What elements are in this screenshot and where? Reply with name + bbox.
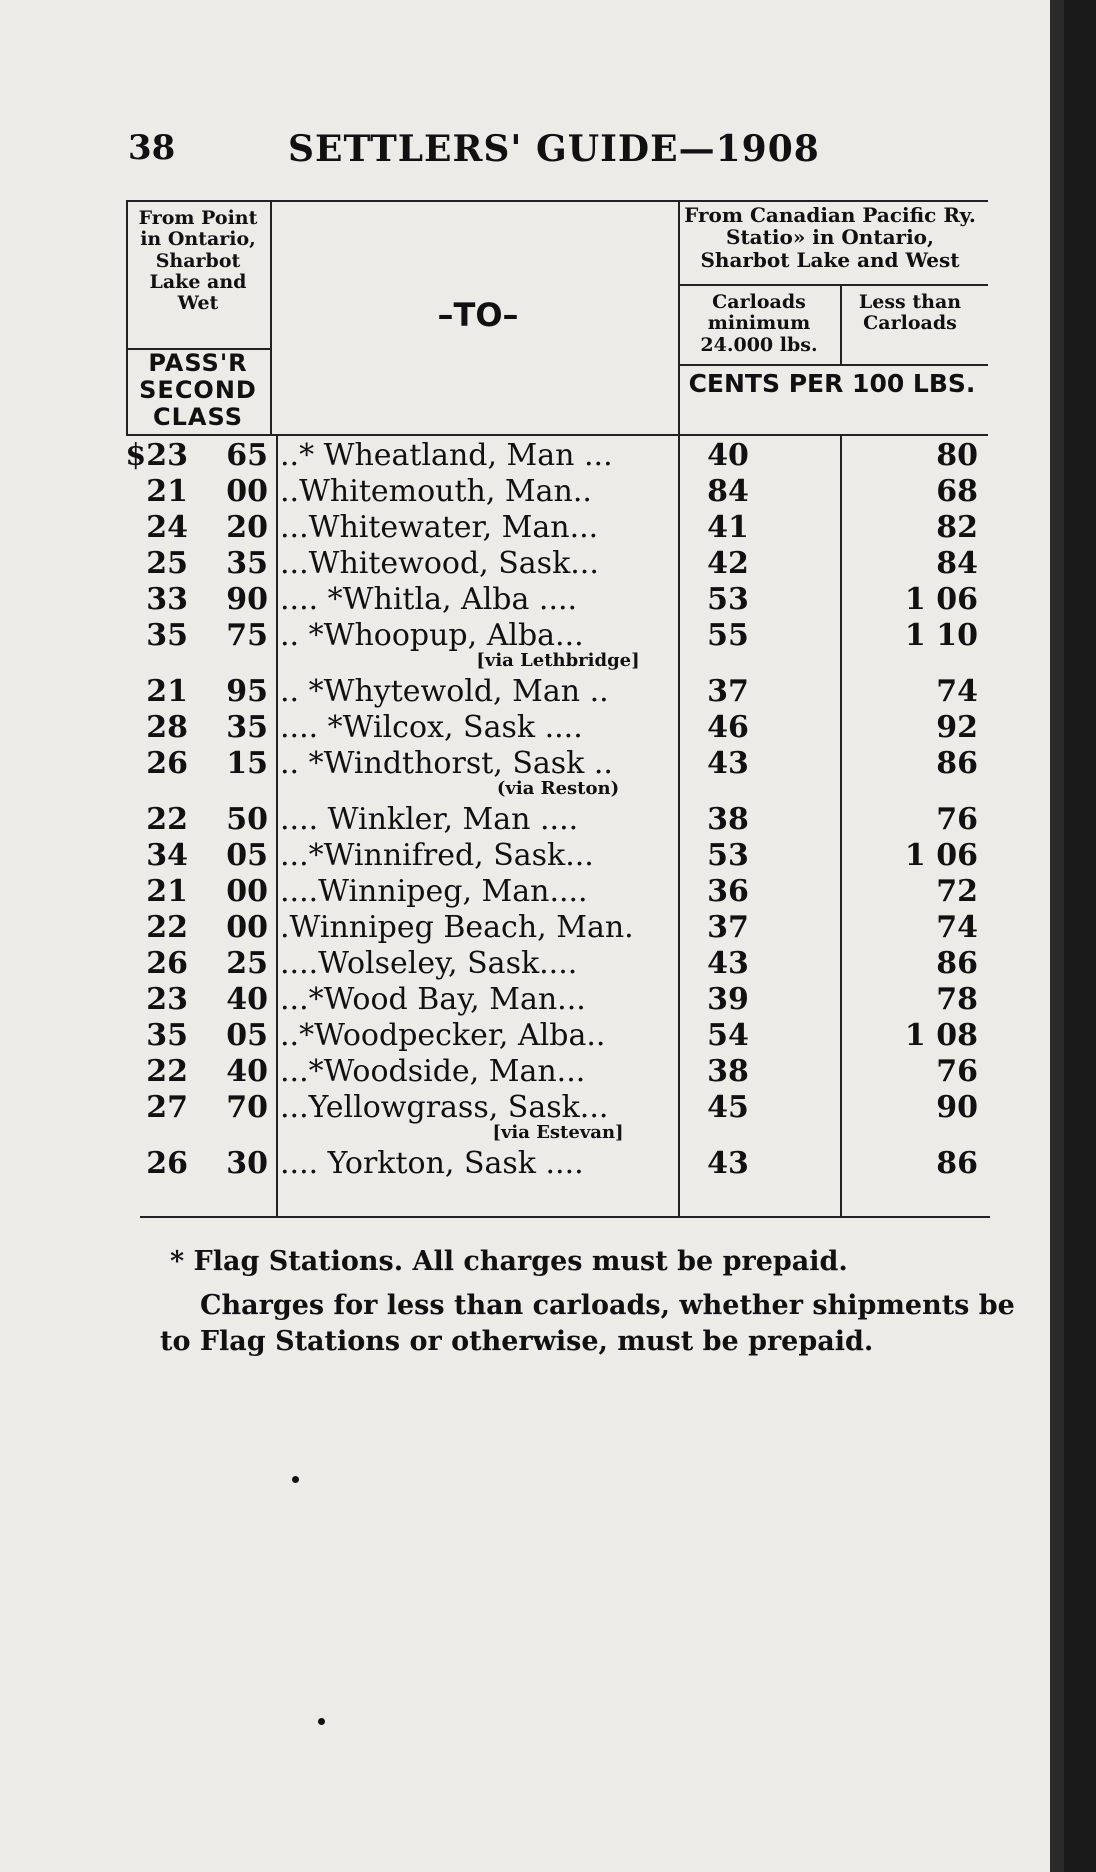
fare-dollars: 35 xyxy=(146,1018,188,1053)
from-point-heading: From Point in Ontario, Sharbot Lake and Wet xyxy=(138,207,258,315)
station-name: .. *Whytewold, Man .. xyxy=(280,674,609,709)
footnote-charges-line2: to Flag Stations or otherwise, must be prepaid. xyxy=(160,1326,874,1357)
route-note-text: [via Lethbridge] xyxy=(476,650,640,671)
fare-cents: 00 xyxy=(226,910,268,945)
fare-dollars: 26 xyxy=(146,746,188,781)
station-name: ...Whitewood, Sask... xyxy=(280,546,599,581)
fare-cents: 25 xyxy=(226,946,268,981)
carload-rate: 54 xyxy=(707,1018,749,1053)
carload-rate: 36 xyxy=(707,874,749,909)
table-row xyxy=(128,618,988,654)
table-row xyxy=(128,474,988,510)
fare-dollars: 21 xyxy=(146,474,188,509)
fare-cents: 95 xyxy=(226,674,268,709)
carload-rate: 40 xyxy=(707,438,749,473)
carload-rate: 38 xyxy=(707,1054,749,1089)
carload-rate: 43 xyxy=(707,746,749,781)
carload-rate: 53 xyxy=(707,838,749,873)
fare-cents: 35 xyxy=(226,710,268,745)
cents-heading: CENTS PER 100 LBS. xyxy=(688,369,976,398)
route-note-text: [via Estevan] xyxy=(492,1122,624,1143)
fare-cents: 75 xyxy=(226,618,268,653)
carload-rate: 43 xyxy=(707,1146,749,1181)
station-name: .... *Wilcox, Sask .... xyxy=(280,710,583,745)
less-than-carload-rate: 1 10 xyxy=(904,618,978,653)
less-than-carload-rate: 92 xyxy=(936,710,978,745)
carload-rate: 53 xyxy=(707,582,749,617)
less-than-carload-rate: 78 xyxy=(936,982,978,1017)
fare-dollars: 21 xyxy=(146,674,188,709)
less-than-carload-rate: 1 06 xyxy=(904,838,978,873)
table-row xyxy=(128,1018,988,1054)
less-than-carload-rate: 76 xyxy=(936,802,978,837)
table-row xyxy=(128,910,988,946)
table-header xyxy=(128,200,988,436)
table-row xyxy=(128,1090,988,1126)
fare-cents: 00 xyxy=(226,874,268,909)
fare-dollars: 22 xyxy=(146,1054,188,1089)
fare-dollars: $23 xyxy=(125,438,188,473)
station-name: ..* Wheatland, Man ... xyxy=(280,438,613,473)
ink-speck xyxy=(292,1476,299,1483)
fare-dollars: 21 xyxy=(146,874,188,909)
fare-dollars: 26 xyxy=(146,1146,188,1181)
less-than-carload-rate: 68 xyxy=(936,474,978,509)
less-than-carload-rate: 1 06 xyxy=(904,582,978,617)
carload-rate: 37 xyxy=(707,910,749,945)
station-name: .... Winkler, Man .... xyxy=(280,802,579,837)
station-name: ...*Woodside, Man... xyxy=(280,1054,586,1089)
less-than-heading: Less than Carloads xyxy=(858,291,962,335)
table-row xyxy=(128,710,988,746)
carload-rate: 42 xyxy=(707,546,749,581)
page-number: 38 xyxy=(128,128,176,168)
less-than-carload-rate: 80 xyxy=(936,438,978,473)
less-than-carload-rate: 74 xyxy=(936,674,978,709)
station-name: ...Whitewater, Man... xyxy=(280,510,599,545)
table-row xyxy=(128,1146,988,1182)
fare-dollars: 26 xyxy=(146,946,188,981)
to-heading: –TO– xyxy=(437,296,519,334)
station-name: ...Yellowgrass, Sask... xyxy=(280,1090,609,1125)
fare-cents: 90 xyxy=(226,582,268,617)
less-than-carload-rate: 86 xyxy=(936,1146,978,1181)
route-note xyxy=(128,650,988,670)
less-than-carload-rate: 86 xyxy=(936,946,978,981)
fare-cents: 40 xyxy=(226,1054,268,1089)
carload-rate: 45 xyxy=(707,1090,749,1125)
fare-cents: 15 xyxy=(226,746,268,781)
carload-rate: 46 xyxy=(707,710,749,745)
table-row xyxy=(128,1054,988,1090)
table-row xyxy=(128,874,988,910)
carload-rate: 43 xyxy=(707,946,749,981)
fare-dollars: 24 xyxy=(146,510,188,545)
route-note xyxy=(128,1122,988,1142)
less-than-carload-rate: 1 08 xyxy=(904,1018,978,1053)
fare-dollars: 23 xyxy=(146,982,188,1017)
carload-rate: 84 xyxy=(707,474,749,509)
header-cpr-rule xyxy=(678,284,988,286)
running-head xyxy=(128,128,970,188)
table-row xyxy=(128,582,988,618)
fare-cents: 65 xyxy=(226,438,268,473)
station-name: .Winnipeg Beach, Man. xyxy=(280,910,634,945)
table-row xyxy=(128,746,988,782)
station-name: ....Wolseley, Sask.... xyxy=(280,946,578,981)
route-note xyxy=(128,778,988,798)
rate-table-body xyxy=(125,436,988,1216)
carload-rate: 41 xyxy=(707,510,749,545)
fare-cents: 20 xyxy=(226,510,268,545)
carload-rate: 39 xyxy=(707,982,749,1017)
station-name: .. *Windthorst, Sask .. xyxy=(280,746,613,781)
table-row xyxy=(125,438,988,474)
station-name: ...*Wood Bay, Man... xyxy=(280,982,586,1017)
fare-dollars: 28 xyxy=(146,710,188,745)
fare-cents: 70 xyxy=(226,1090,268,1125)
less-than-carload-rate: 74 xyxy=(936,910,978,945)
table-row xyxy=(128,802,988,838)
table-row xyxy=(128,946,988,982)
station-name: .... *Whitla, Alba .... xyxy=(280,582,578,617)
table-bottom-rule xyxy=(140,1216,990,1218)
less-than-carload-rate: 84 xyxy=(936,546,978,581)
fare-dollars: 27 xyxy=(146,1090,188,1125)
station-name: ...*Winnifred, Sask... xyxy=(280,838,594,873)
station-name: ....Winnipeg, Man.... xyxy=(280,874,588,909)
fare-dollars: 34 xyxy=(146,838,188,873)
fare-dollars: 35 xyxy=(146,618,188,653)
header-top-rule xyxy=(126,200,988,202)
page-title: SETTLERS' GUIDE—1908 xyxy=(288,128,820,170)
carload-rate: 37 xyxy=(707,674,749,709)
footnote-flag-stations: * Flag Stations. All charges must be prepaid. xyxy=(170,1246,848,1277)
carload-rate: 55 xyxy=(707,618,749,653)
carloads-heading: Carloads minimum 24.000 lbs. xyxy=(700,291,818,356)
station-name: .. *Whoopup, Alba... xyxy=(280,618,584,653)
cpr-heading: From Canadian Pacific Ry. Statio» in Ontario, Sharbot Lake and West xyxy=(684,203,976,272)
fare-dollars: 22 xyxy=(146,802,188,837)
fare-cents: 30 xyxy=(226,1146,268,1181)
table-row xyxy=(128,510,988,546)
station-name: .... Yorkton, Sask .... xyxy=(280,1146,584,1181)
fare-cents: 00 xyxy=(226,474,268,509)
fare-cents: 35 xyxy=(226,546,268,581)
fare-dollars: 25 xyxy=(146,546,188,581)
fare-cents: 50 xyxy=(226,802,268,837)
fare-cents: 05 xyxy=(226,838,268,873)
table-row xyxy=(128,982,988,1018)
fare-cents: 40 xyxy=(226,982,268,1017)
route-note-text: (via Reston) xyxy=(496,778,620,799)
table-row xyxy=(128,674,988,710)
pass-class-heading: PASS'R SECOND CLASS xyxy=(139,349,257,431)
less-than-carload-rate: 90 xyxy=(936,1090,978,1125)
carload-rate: 38 xyxy=(707,802,749,837)
fare-dollars: 33 xyxy=(146,582,188,617)
table-row xyxy=(128,546,988,582)
fare-cents: 05 xyxy=(226,1018,268,1053)
header-divider-1 xyxy=(270,200,272,436)
less-than-carload-rate: 72 xyxy=(936,874,978,909)
less-than-carload-rate: 82 xyxy=(936,510,978,545)
ink-speck xyxy=(318,1718,325,1725)
fare-dollars: 22 xyxy=(146,910,188,945)
header-cents-rule xyxy=(678,364,988,366)
station-name: ..*Woodpecker, Alba.. xyxy=(280,1018,606,1053)
footnote-charges-line1: Charges for less than carloads, whether shipments be xyxy=(200,1290,1015,1321)
less-than-carload-rate: 76 xyxy=(936,1054,978,1089)
station-name: ..Whitemouth, Man.. xyxy=(280,474,592,509)
table-row xyxy=(128,838,988,874)
less-than-carload-rate: 86 xyxy=(936,746,978,781)
